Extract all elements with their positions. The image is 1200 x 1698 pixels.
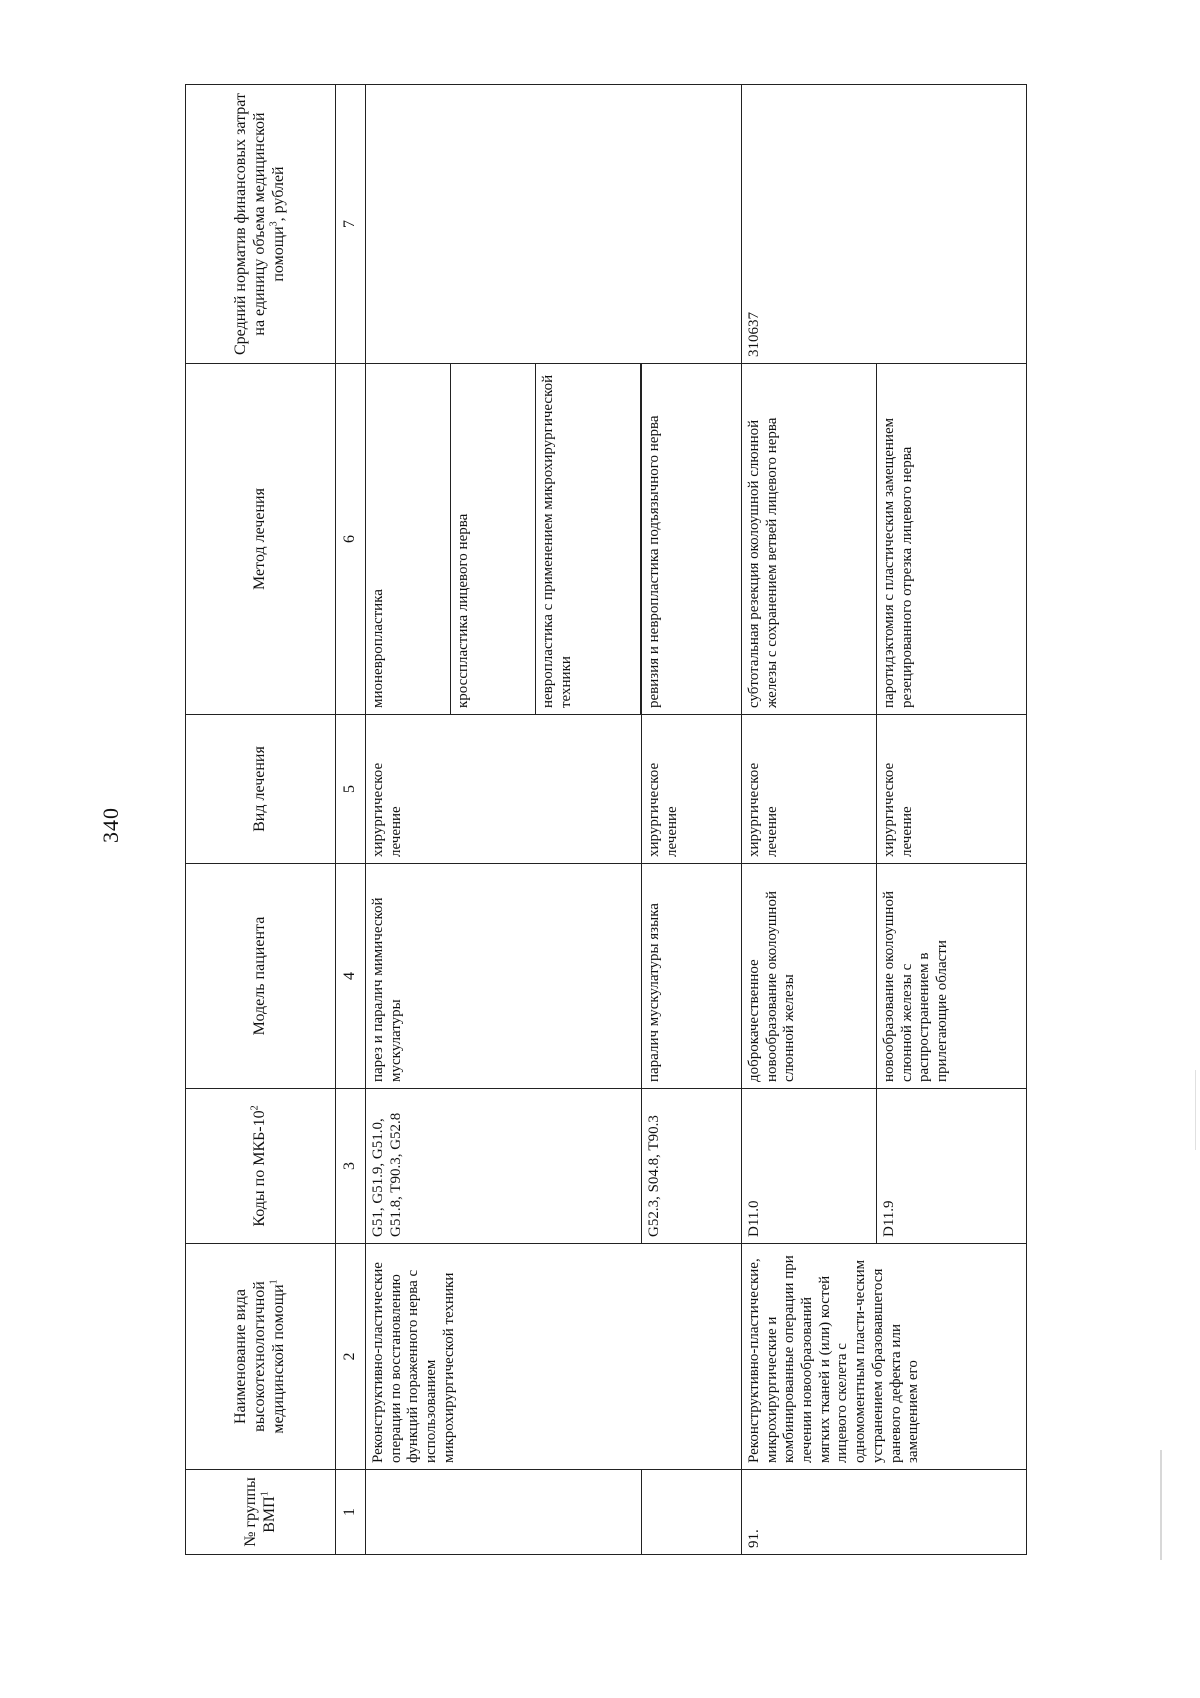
table-container xyxy=(185,85,1135,1555)
treatment-type-cell: хирургическое лечение xyxy=(742,715,877,864)
column-number: 7 xyxy=(336,85,366,364)
treatment-method-cell: невропластика с применением микрохирургической техники xyxy=(536,364,641,715)
group-number-cell: 91. xyxy=(742,1470,1027,1555)
vmp-name-cell: Реконструктивно-пластические, микрохирургические и комбинированные операции при лечении новообразований мягких тканей и (или) костей лицевого скелета с одномоментным пласти-ческим устранением образовавшегося раневого дефекта или замещением его xyxy=(742,1244,1027,1470)
header-treatment-method: Метод лечения xyxy=(186,364,336,715)
treatment-method-cell: паротидэктомия с пластическим замещением резецированного отрезка лицевого нерва xyxy=(877,364,1027,715)
header-treatment-type: Вид лечения xyxy=(186,715,336,864)
treatment-method-cell: мионевропластика xyxy=(366,364,451,715)
header-patient-model: Модель пациента xyxy=(186,864,336,1089)
header-cost: Средний норматив финансовых затрат на единицу объема медицинской помощи$^3$, рублей xyxy=(186,85,336,364)
patient-model-cell: доброкачественное новообразование околоушной слюнной железы xyxy=(742,864,877,1089)
header-row xyxy=(186,85,336,1555)
treatment-type-cell: хирургическое лечение xyxy=(642,715,742,864)
table-row xyxy=(366,85,451,1555)
patient-model-cell: парез и паралич мимической мускулатуры xyxy=(366,864,642,1089)
column-number: 1 xyxy=(336,1470,366,1555)
table-row xyxy=(742,85,877,1555)
treatment-method-cell: кросспластика лицевого нерва xyxy=(451,364,536,715)
header-icd-codes: Коды по МКБ-$10^2$ xyxy=(186,1089,336,1244)
vmp-table xyxy=(185,84,1027,1555)
group-number-cell xyxy=(642,1470,742,1555)
column-number: 6 xyxy=(336,364,366,715)
column-number: 2 xyxy=(336,1244,366,1470)
column-number: 3 xyxy=(336,1089,366,1244)
icd-codes-cell: D11.9 xyxy=(877,1089,1027,1244)
header-vmp-name: Наименование вида высокотехнологичной медицинской помощи$^1$ xyxy=(186,1244,336,1470)
group-number-cell xyxy=(366,1470,642,1555)
treatment-method-cell: субтотальная резекция околоушной слюнной железы с сохранением ветвей лицевого нерва xyxy=(742,364,877,715)
icd-codes-cell: G51, G51.9, G51.0, G51.8, T90.3, G52.8 xyxy=(366,1089,642,1244)
header-group-number: № группы ВМП$^1$ xyxy=(186,1470,336,1555)
treatment-method-cell: ревизия и невропластика подъязычного нерва xyxy=(642,364,742,715)
patient-model-cell: паралич мускулатуры языка xyxy=(642,864,742,1089)
patient-model-cell: новообразование околоушной слюнной железы с распространением в прилегающие области xyxy=(877,864,1027,1089)
column-number-row xyxy=(336,85,366,1555)
cost-cell xyxy=(366,85,742,364)
treatment-type-cell: хирургическое лечение xyxy=(877,715,1027,864)
page-number: 340 xyxy=(98,807,123,843)
treatment-type-cell: хирургическое лечение xyxy=(366,715,642,864)
scan-artifact xyxy=(1160,1450,1162,1560)
cost-cell: 310637 xyxy=(742,85,1027,364)
icd-codes-cell: G52.3, S04.8, T90.3 xyxy=(642,1089,742,1244)
icd-codes-cell: D11.0 xyxy=(742,1089,877,1244)
column-number: 4 xyxy=(336,864,366,1089)
scan-artifact xyxy=(1195,1070,1196,1150)
vmp-name-cell: Реконструктивно-пластические операции по восстановлению функций пораженного нерва с использованием микрохирургической техники xyxy=(366,1244,742,1470)
column-number: 5 xyxy=(336,715,366,864)
